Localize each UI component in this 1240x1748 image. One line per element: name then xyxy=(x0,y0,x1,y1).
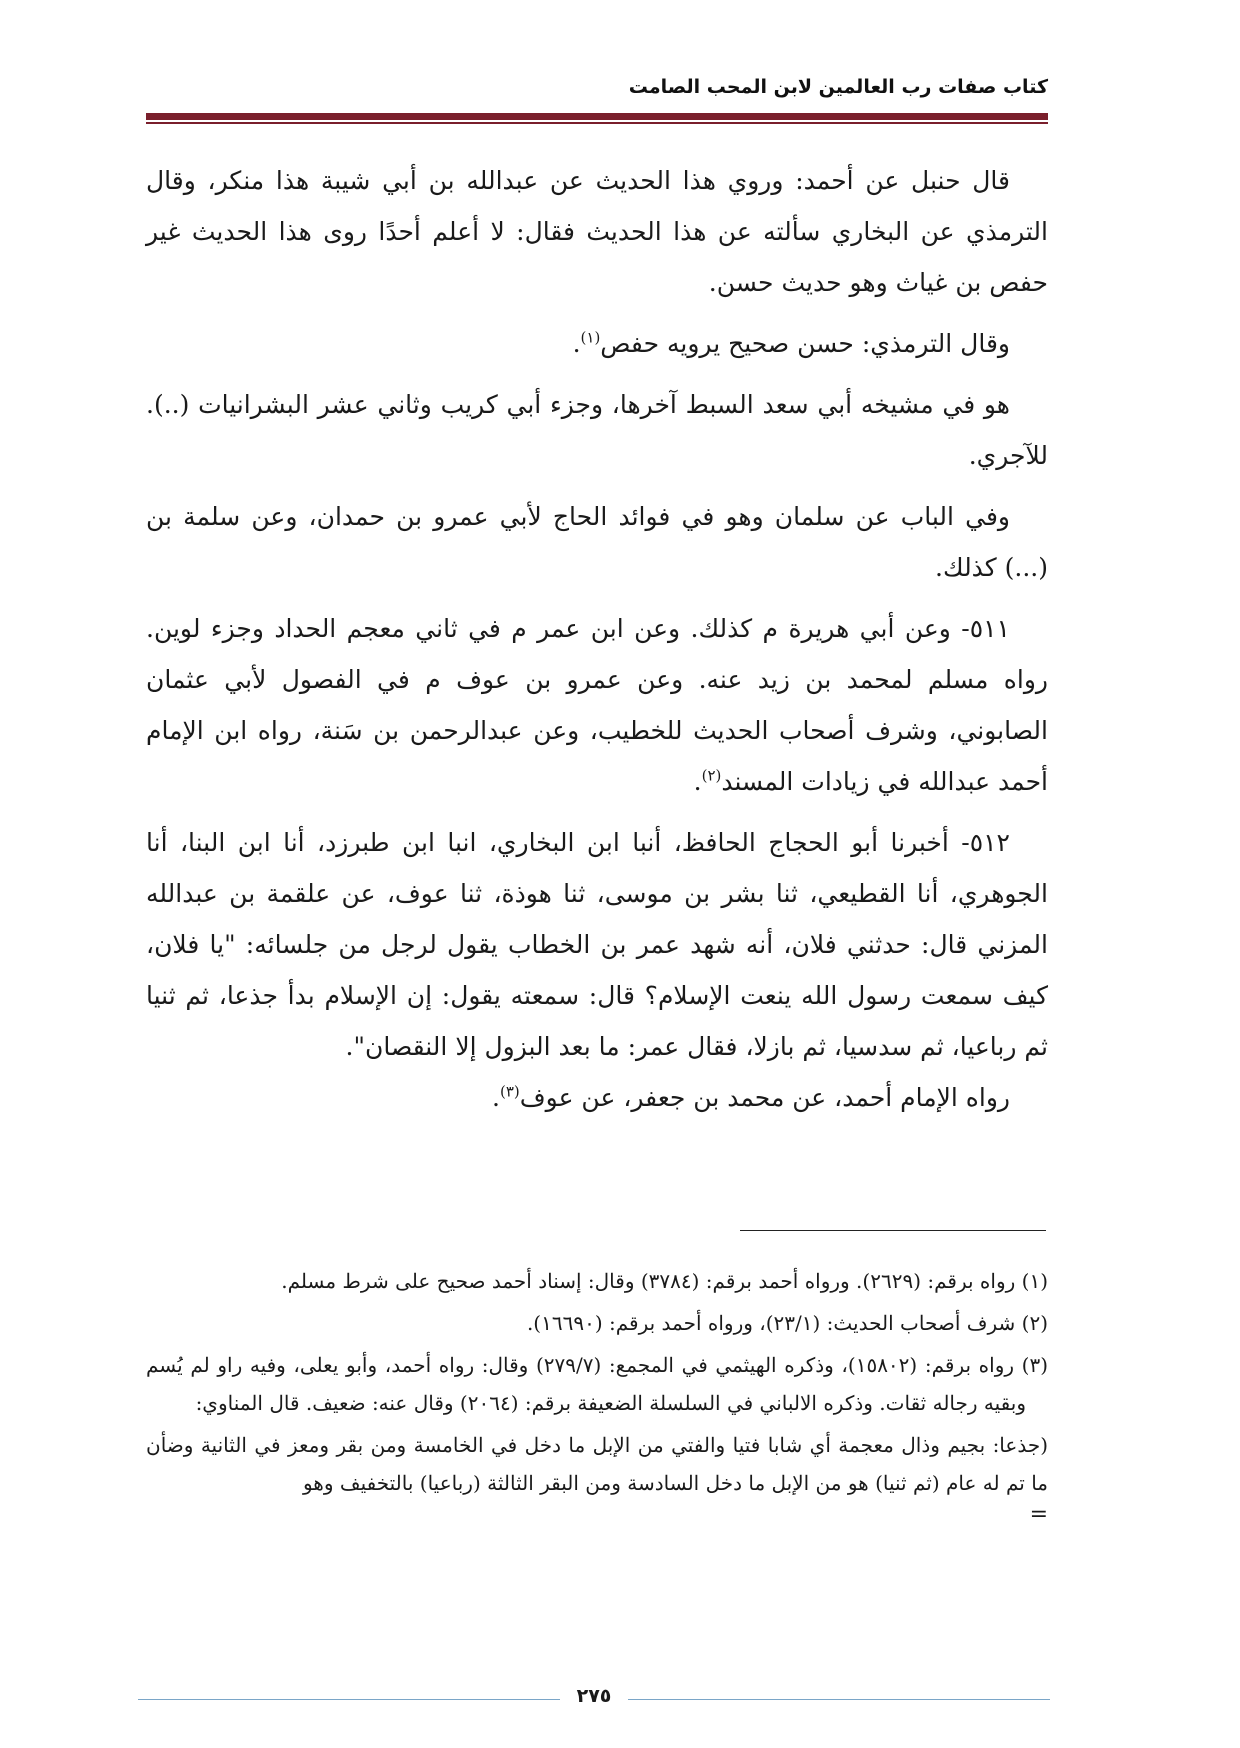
header-rule-thin xyxy=(146,122,1048,124)
footer-rule-left xyxy=(138,1699,560,1700)
running-header xyxy=(146,72,1048,102)
footnote-quote: (جذعا: بجيم وذال معجمة أي شابا فتيا والفتي من الإبل ما دخل في الخامسة ومن بقر ومعز في الثانية وضأن ما تم له عام (ثم ثنيا) هو من الإبل ما دخل السادسة ومن البقر الثالثة (رباعيا) بالتخفيف وهو xyxy=(146,1433,1048,1495)
paragraph: وقال الترمذي: حسن صحيح يرويه حفص$^{(١)}$. xyxy=(572,328,1010,358)
footnote-1: (١) رواه برقم: (٢٦٢٩). ورواه أحمد برقم: (٣٧٨٤) وقال: إسناد أحمد صحيح على شرط مسلم. xyxy=(281,1269,1048,1293)
footnote-ref[interactable]: (٣) xyxy=(499,1082,520,1101)
header-rule-thick xyxy=(146,113,1048,120)
footer-rule-right xyxy=(628,1699,1050,1700)
footnotes xyxy=(146,1262,1048,1527)
paragraph: ٥١١- وعن أبي هريرة م كذلك. وعن ابن عمر م في ثاني معجم الحداد وجزء لوين. رواه مسلم لمحمد بن زيد عنه. وعن عمرو بن عوف م في الفصول لأبي عثمان الصابوني، وشرف أصحاب الحديث للخطيب، وعن عبدالرحمن بن سَنة، رواه ابن الإمام أحمد عبدالله في زيادات المسند$^{(٢)}$. xyxy=(146,614,1048,796)
main-text xyxy=(146,155,1048,1133)
page-number: ٢٧٥ xyxy=(576,1685,612,1707)
continuation-mark: = xyxy=(1029,1502,1048,1527)
paragraph: رواه الإمام أحمد، عن محمد بن جعفر، عن عوف$^{(٣)}$. xyxy=(492,1082,1010,1112)
paragraph: هو في مشيخه أبي سعد السبط آخرها، وجزء أبي كريب وثاني عشر البشرانيات (..). للآجري. xyxy=(146,390,1048,470)
footnote-ref[interactable]: (٢) xyxy=(701,766,722,785)
book-title: كتاب صفات رب العالمين لابن المحب الصامت xyxy=(628,76,1048,98)
footnote-ref[interactable]: (١) xyxy=(580,328,601,347)
paragraph: قال حنبل عن أحمد: وروي هذا الحديث عن عبدالله بن أبي شيبة هذا منكر، وقال الترمذي عن البخاري سألته عن هذا الحديث فقال: لا أعلم أحدًا روى هذا الحديث غير حفص بن غياث وهو حديث حسن. xyxy=(146,166,1048,297)
footnote-3: (٣) رواه برقم: (١٥٨٠٢)، وذكره الهيثمي في المجمع: (٢٧٩/٧) وقال: رواه أحمد، وأبو يعلى، وفيه راو لم يُسم وبقيه رجاله ثقات. وذكره الالباني في السلسلة الضعيفة برقم: (٢٠٦٤) وقال عنه: ضعيف. قال المناوي: xyxy=(146,1353,1048,1415)
paragraph: وفي الباب عن سلمان وهو في فوائد الحاج لأبي عمرو بن حمدان، وعن سلمة بن (...) كذلك. xyxy=(146,502,1048,582)
footnote-separator xyxy=(740,1230,1046,1231)
footnote-2: (٢) شرف أصحاب الحديث: (٢٣/١)، ورواه أحمد برقم: (١٦٦٩٠). xyxy=(526,1311,1048,1335)
paragraph: ٥١٢- أخبرنا أبو الحجاج الحافظ، أنبا ابن البخاري، انبا ابن طبرزد، أنا ابن البنا، أنا الجوهري، أنا القطيعي، ثنا بشر بن موسى، ثنا هوذة، ثنا عوف، عن علقمة بن عبدالله المزني قال: حدثني فلان، أنه شهد عمر بن الخطاب يقول لرجل من جلسائه: "يا فلان، كيف سمعت رسول الله ينعت الإسلام؟ قال: سمعته يقول: إن الإسلام بدأ جذعا، ثم ثنيا ثم رباعيا، ثم سدسيا، ثم بازلا، فقال عمر: ما بعد البزول إلا النقصان". xyxy=(146,828,1048,1061)
